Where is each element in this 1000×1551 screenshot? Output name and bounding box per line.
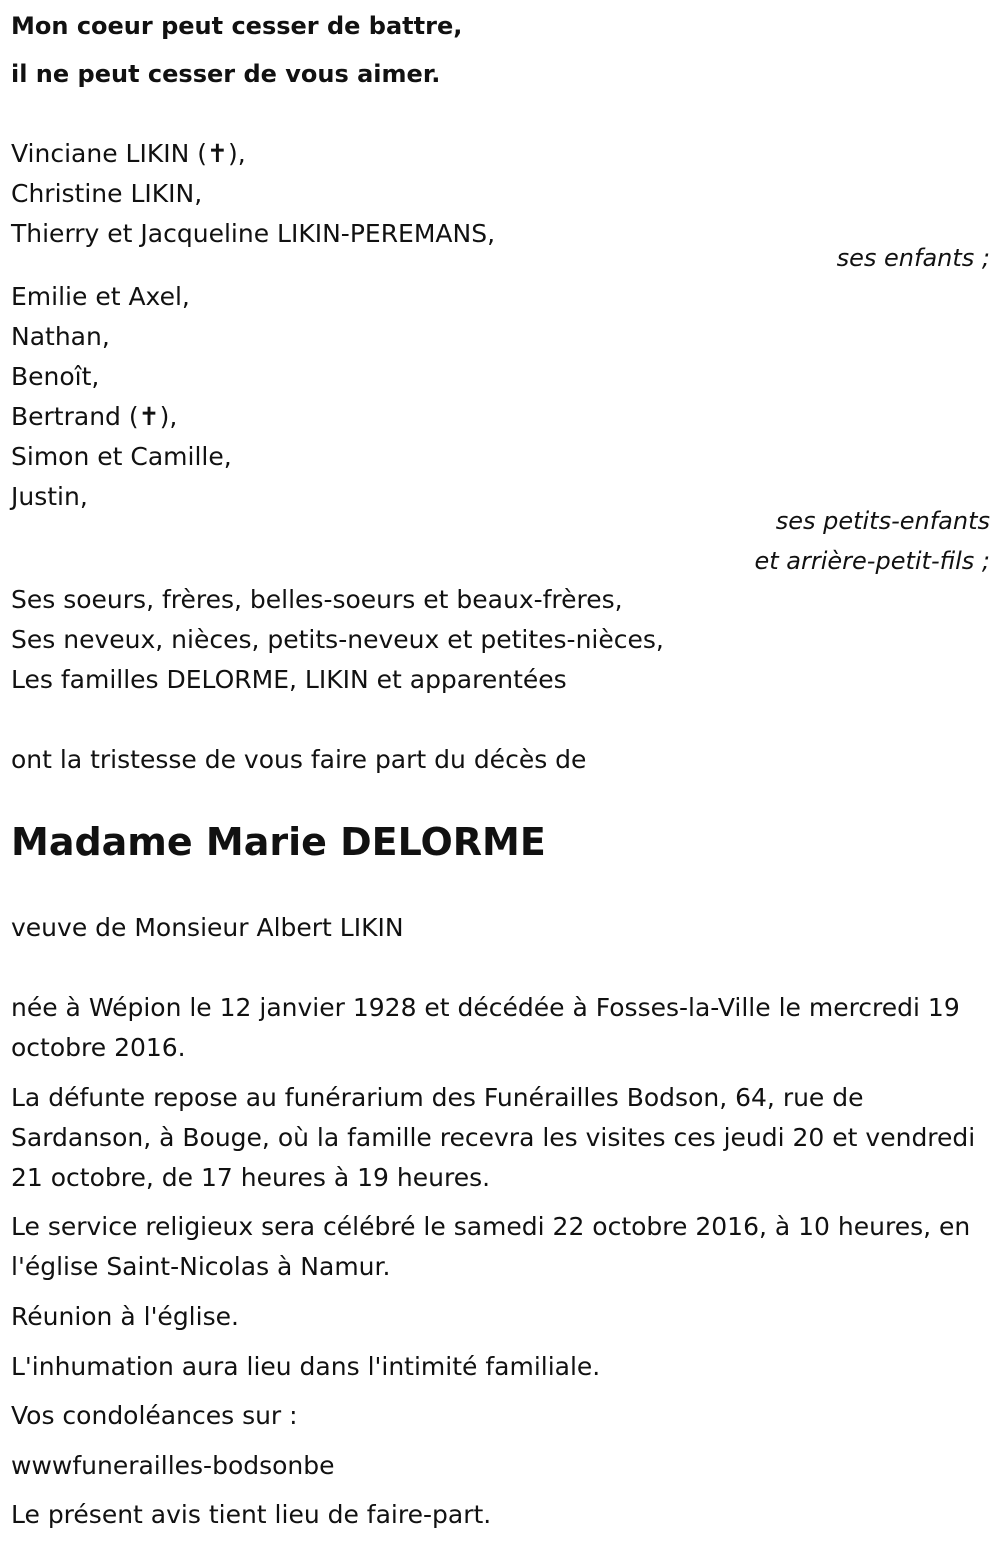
service-paragraph: Le service religieux sera célébré le samedi 22 octobre 2016, à 10 heures, en l'église Saint-Nicolas à Namur. <box>11 1212 971 1281</box>
grandchild-name: Nathan, <box>11 322 110 351</box>
grandchild-name: Simon et Camille, <box>11 442 232 471</box>
deceased-name: Madame Marie DELORME <box>11 820 546 864</box>
grandchild-name: Benoît, <box>11 362 100 391</box>
child-name: Thierry et Jacqueline LIKIN-PEREMANS, <box>11 219 496 248</box>
relatives-line: Les familles DELORME, LIKIN et apparentées <box>11 665 567 694</box>
grandchildren-role-line-1: ses petits-enfants <box>775 507 990 535</box>
relatives-line: Ses neveux, nièces, petits-neveux et petites-nièces, <box>11 625 664 654</box>
widow-of-text: veuve de Monsieur Albert LIKIN <box>11 913 404 942</box>
viewing-paragraph: La défunte repose au funérarium des Funérailles Bodson, 64, rue de Sardanson, à Bouge, où la famille recevra les visites ces jeudi 20 et vendredi 21 octobre, de 17 heures à 19 heures. <box>11 1083 976 1192</box>
child-name: Vinciane LIKIN (✝), <box>11 139 246 168</box>
child-name: Christine LIKIN, <box>11 179 203 208</box>
announcement-text: ont la tristesse de vous faire part du décès de <box>11 745 587 774</box>
epigraph-line-2: il ne peut cesser de vous aimer. <box>11 60 441 88</box>
grandchild-name: Justin, <box>11 482 88 511</box>
grandchild-name: Emilie et Axel, <box>11 282 190 311</box>
birth-death-paragraph: née à Wépion le 12 janvier 1928 et décédée à Fosses-la-Ville le mercredi 19 octobre 2016. <box>11 993 960 1062</box>
website-link[interactable]: wwwfunerailles-bodsonbe <box>11 1451 335 1480</box>
relatives-line: Ses soeurs, frères, belles-soeurs et beaux-frères, <box>11 585 623 614</box>
children-role: ses enfants ; <box>836 244 990 272</box>
grandchildren-role-line-2: et arrière-petit-fils ; <box>754 547 990 575</box>
epigraph-line-1: Mon coeur peut cesser de battre, <box>11 12 463 40</box>
burial-text: L'inhumation aura lieu dans l'intimité familiale. <box>11 1352 601 1381</box>
reunion-text: Réunion à l'église. <box>11 1302 239 1331</box>
condolences-label: Vos condoléances sur : <box>11 1401 298 1430</box>
grandchild-name: Bertrand (✝), <box>11 402 178 431</box>
closing-text: Le présent avis tient lieu de faire-part. <box>11 1500 492 1529</box>
